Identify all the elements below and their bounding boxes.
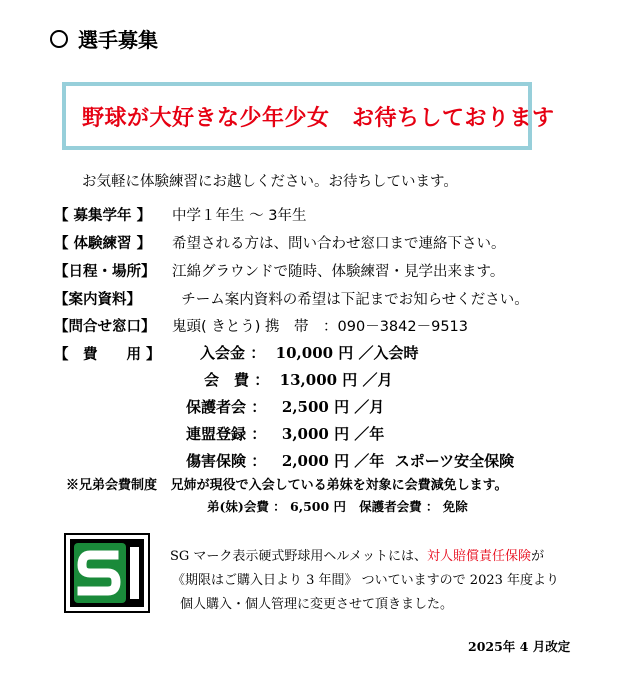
detail-label: 【問合せ窓口】 xyxy=(54,319,156,335)
sg-mark-icon xyxy=(64,533,150,613)
detail-value: 江綿グラウンドで随時、体験練習・見学出来ます。 xyxy=(172,264,505,280)
fee-parents: 保護者会 ： 2,500 円 ／月 xyxy=(186,398,385,416)
sg-note-line2: 《期限はご購入日より 3 年間》 ついていますので 2023 年度より xyxy=(172,573,560,588)
detail-row-contact xyxy=(54,315,468,336)
detail-row-trial xyxy=(54,232,506,253)
detail-value: チーム案内資料の希望は下記までお知らせください。 xyxy=(172,292,529,308)
sg-note-line1: SG マーク表示硬式野球用ヘルメットには、対人賠償責任保険が xyxy=(170,549,545,564)
detail-value: 希望される方は、問い合わせ窓口まで連絡下さい。 xyxy=(172,236,506,252)
liability-insurance: 対人賠償責任保険 xyxy=(427,549,532,564)
banner-box xyxy=(62,82,555,150)
detail-row-materials xyxy=(54,288,529,309)
detail-label: 【日程・場所】 xyxy=(54,264,156,280)
circle-icon xyxy=(50,30,68,48)
sibling-system: ※兄弟会費制度 兄姉が現役で入会している弟妹を対象に会費減免します。 xyxy=(66,478,508,493)
page-heading xyxy=(50,24,158,53)
detail-label: 【 体験練習 】 xyxy=(54,236,152,252)
page-title: 選手募集 xyxy=(78,28,158,52)
banner-text: 野球が大好きな少年少女 お待ちしております xyxy=(82,105,555,131)
intro-text: お気軽に体験練習にお越しください。お待ちしています。 xyxy=(82,174,458,190)
detail-label: 【 募集学年 】 xyxy=(54,208,152,224)
detail-value: 鬼頭( きとう) 携 帯 ：090－3842－9513 xyxy=(172,319,469,335)
detail-value: 中学１年生 ～ 3年生 xyxy=(172,208,307,224)
sibling-fees: 弟(妹)会費 ： 6,500 円 保護者会費 ： 免除 xyxy=(207,499,468,514)
sg-note-line3: 個人購入・個人管理に変更させて頂きました。 xyxy=(180,597,454,612)
detail-row-grade xyxy=(54,204,306,225)
detail-label: 【案内資料】 xyxy=(54,292,141,308)
fee-insurance: 傷害保険 ： 2,000 円 ／年 スポーツ安全保険 xyxy=(186,452,515,470)
detail-row-fees xyxy=(54,343,172,364)
fee-league: 連盟登録 ： 3,000 円 ／年 xyxy=(186,425,385,443)
fee-entrance: 入会金 ： 10,000 円 ／入会時 xyxy=(200,344,419,362)
revision-date: 2025年 4 月改定 xyxy=(468,639,571,654)
fee-monthly: 会 費 ： 13,000 円 ／月 xyxy=(204,371,393,389)
detail-label: 【 費 用 】 xyxy=(54,347,161,363)
detail-row-schedule xyxy=(54,260,504,281)
